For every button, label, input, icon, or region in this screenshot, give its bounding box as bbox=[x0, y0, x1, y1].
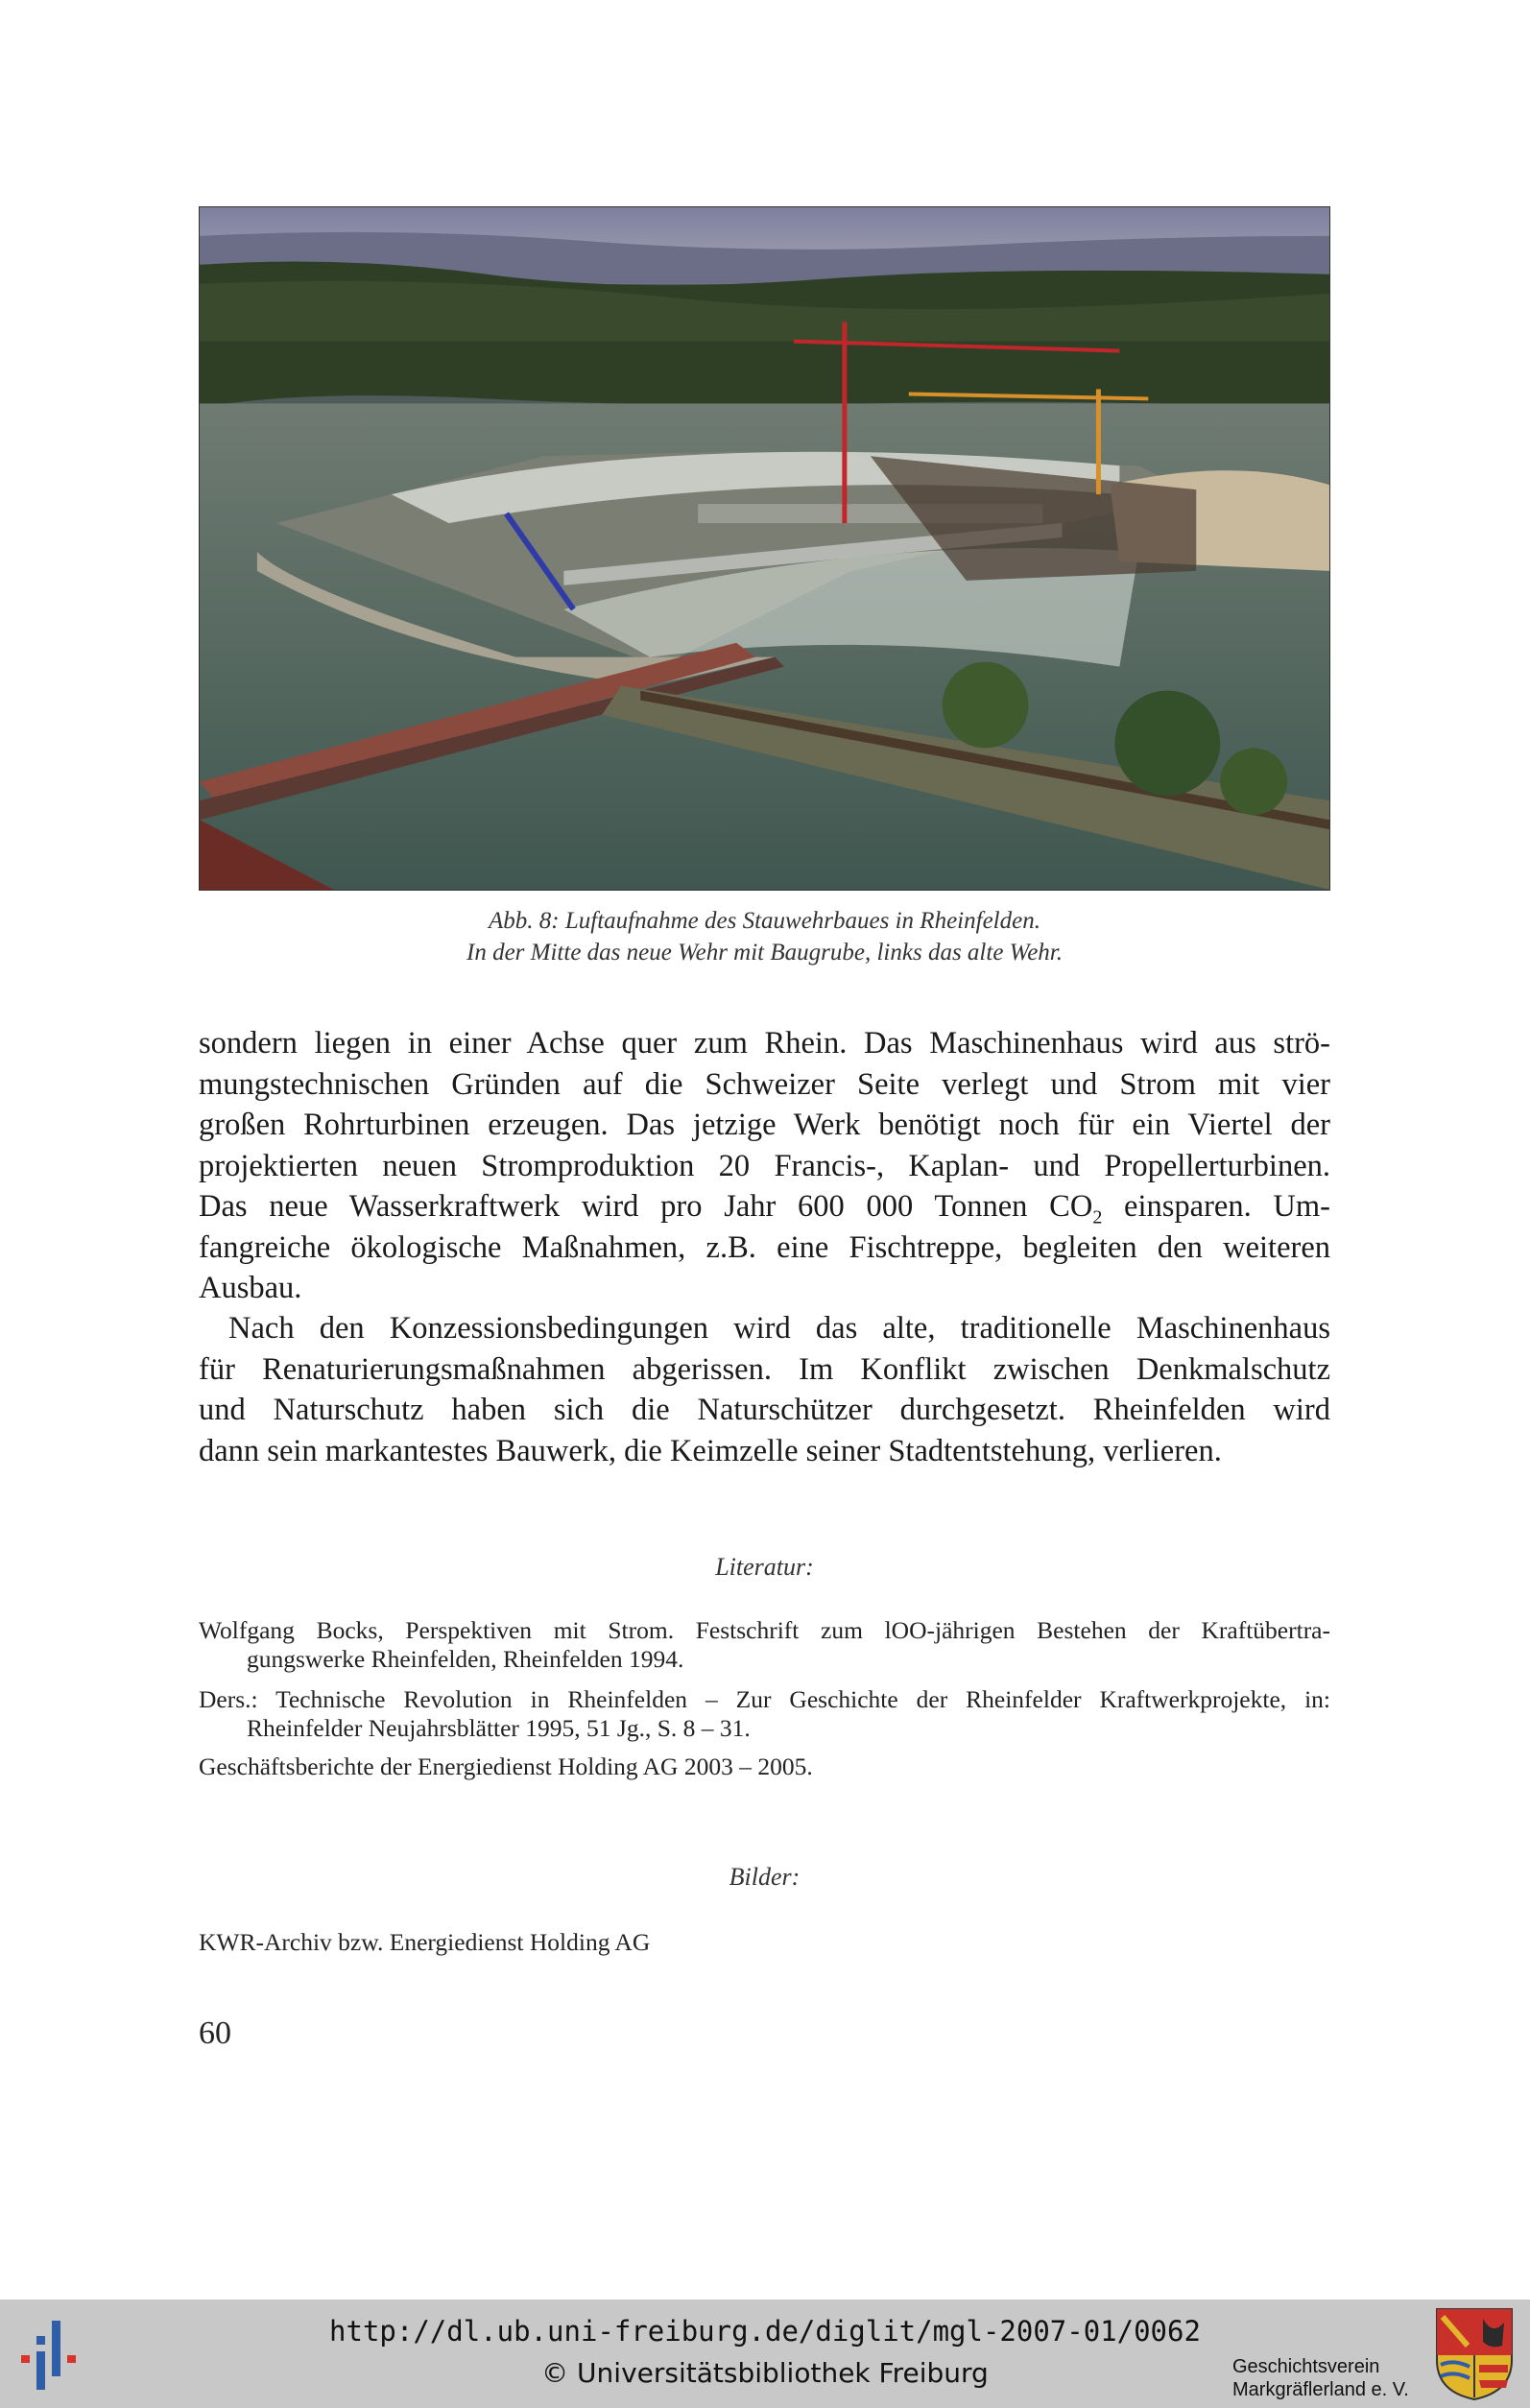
literature-line: Rheinfelder Neujahrsblätter 1995, 51 Jg., S. 8 – 31. bbox=[247, 1714, 751, 1742]
co2-subscript: 2 bbox=[1092, 1206, 1103, 1228]
text-line: großen Rohrturbinen erzeugen. Das jetzige Werk benötigt noch für ein Viertel der bbox=[199, 1108, 1330, 1142]
society-name-line-2: Markgräflerland e. V. bbox=[1232, 2379, 1409, 2400]
co2-line-after: einsparen. Um- bbox=[1102, 1189, 1330, 1224]
body-paragraph-1 bbox=[199, 1023, 1330, 1309]
literature-heading: Literatur: bbox=[715, 1553, 814, 1581]
images-credit: KWR-Archiv bzw. Energiedienst Holding AG bbox=[199, 1928, 651, 1956]
images-heading: Bilder: bbox=[729, 1863, 801, 1891]
literature-line: Ders.: Technische Revolution in Rheinfelden – Zur Geschichte der Rheinfelder Kraftwerkprojekte, in: bbox=[199, 1685, 1330, 1713]
figure-caption-line-2: In der Mitte das neue Wehr mit Baugrube, links das alte Wehr. bbox=[466, 940, 1063, 966]
literature-line: gungswerke Rheinfelden, Rheinfelden 1994. bbox=[247, 1645, 684, 1673]
society-name bbox=[1232, 2355, 1409, 2401]
text-line: für Renaturierungsmaßnahmen abgerissen. Im Konflikt zwischen Denkmalschutz bbox=[199, 1351, 1330, 1387]
literature-entry-1 bbox=[199, 1616, 1330, 1674]
aerial-photo-figure bbox=[199, 206, 1330, 891]
text-line: sondern liegen in einer Achse quer zum Rhein. Das Maschinenhaus wird aus strö- bbox=[199, 1026, 1330, 1061]
page-number: 60 bbox=[199, 2015, 231, 2051]
permalink-url-link[interactable]: http://dl.ub.uni-freiburg.de/diglit/mgl-2007-01/0062 bbox=[329, 2315, 1201, 2348]
copyright-text: © Universitätsbibliothek Freiburg bbox=[541, 2357, 989, 2389]
text-line: dann sein markantestes Bauwerk, die Keimzelle seiner Stadtentstehung, verlieren. bbox=[199, 1433, 1222, 1468]
footer-bar bbox=[0, 2300, 1530, 2408]
text-line: projektierten neuen Stromproduktion 20 Francis-, Kaplan- und Propellerturbinen. bbox=[199, 1148, 1330, 1183]
text-line: fangreiche ökologische Maßnahmen, z.B. eine Fischtreppe, begleiten den weiteren bbox=[199, 1229, 1330, 1265]
society-name-line-1: Geschichtsverein bbox=[1232, 2356, 1380, 2377]
text-line: Ausbau. bbox=[199, 1271, 302, 1305]
text-line-co2 bbox=[199, 1186, 1330, 1228]
coat-of-arms-icon bbox=[1435, 2307, 1514, 2401]
literature-entry-2 bbox=[199, 1685, 1330, 1743]
literature-line: Geschäftsberichte der Energiedienst Holding AG 2003 – 2005. bbox=[199, 1752, 813, 1780]
text-line: und Naturschutz haben sich die Naturschützer durchgesetzt. Rheinfelden wird bbox=[199, 1393, 1330, 1427]
text-line: mungstechnischen Gründen auf die Schweizer Seite verlegt und Strom mit vier bbox=[199, 1066, 1330, 1102]
literature-entry-3 bbox=[199, 1752, 1330, 1781]
literature-line: Wolfgang Bocks, Perspektiven mit Strom. Festschrift zum lOO-jährigen Bestehen der Kraftübertra- bbox=[199, 1616, 1330, 1644]
figure-caption-line-1: Abb. 8: Luftaufnahme des Stauwehrbaues in Rheinfelden. bbox=[489, 908, 1040, 934]
text-line: Nach den Konzessionsbedingungen wird das alte, traditionelle Maschinenhaus bbox=[228, 1311, 1330, 1346]
co2-line-before: Das neue Wasserkraftwerk wird pro Jahr 600 000 Tonnen CO bbox=[199, 1189, 1093, 1224]
body-paragraph-2 bbox=[199, 1308, 1330, 1471]
